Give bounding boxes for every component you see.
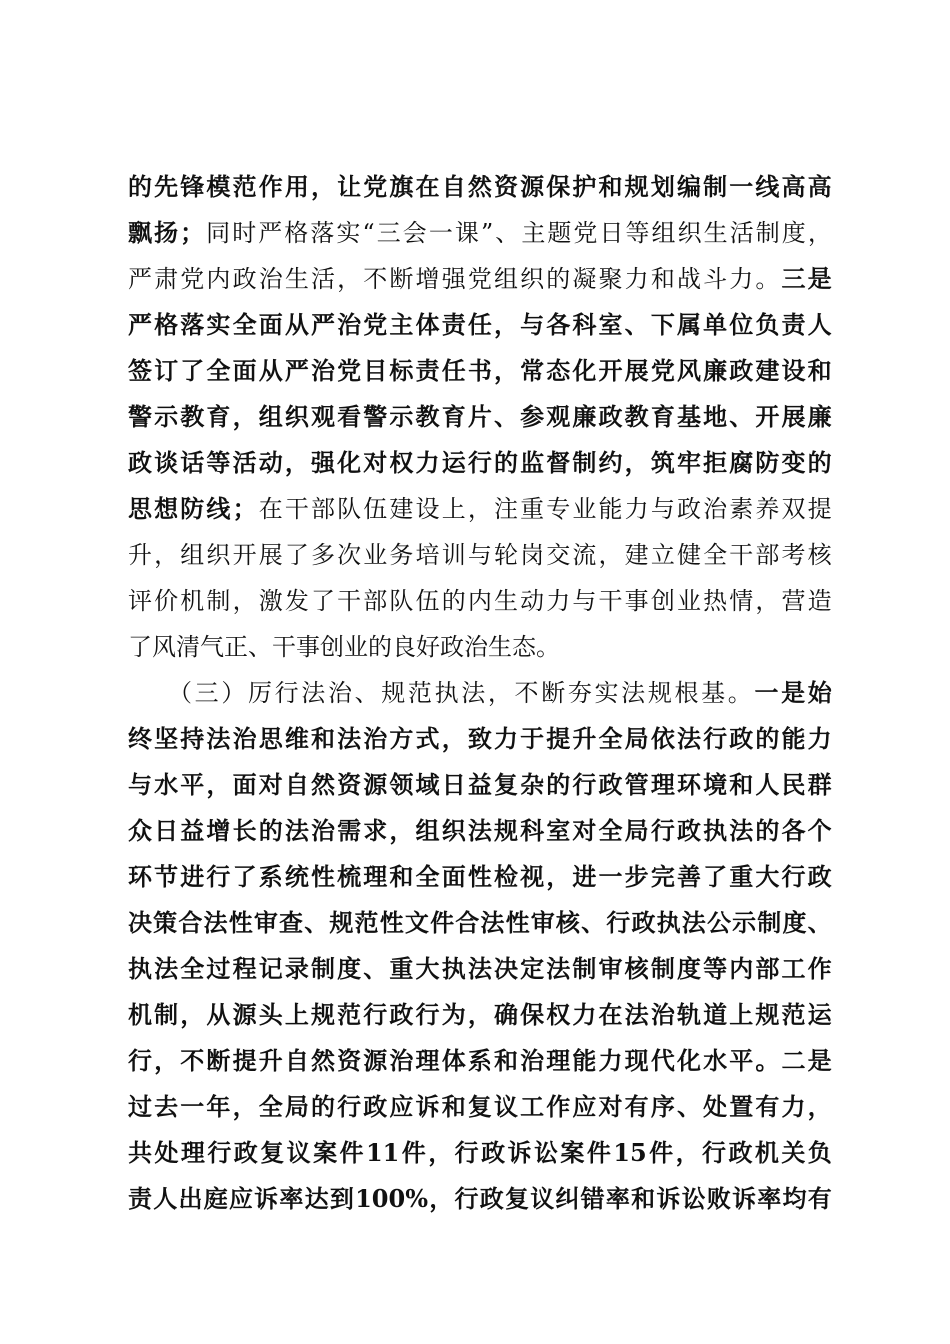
text-line: 飘 扬 ； 同 时 严 格 落 实 “ 三 会 一 课 ” 、 主 题 党 日 等 组 织 生 活 制 度 ， <box>128 218 832 247</box>
text-line: 责 人 出 庭 应 诉 率 达 到 100% ， 行 政 复 议 纠 错 率 和 诉 讼 败 诉 率 均 有 <box>128 1184 832 1213</box>
text-line: 决 策 合 法 性 审 查 、 规 范 性 文 件 合 法 性 审 核 、 行 政 执 法 公 示 制 度 、 <box>128 908 832 937</box>
text-line: 了 风 清 气 正 、 干 事 创 业 的 良 好 政 治 生 态 。 <box>128 633 560 661</box>
text-line: 严 格 落 实 全 面 从 严 治 党 主 体 责 任 ， 与 各 科 室 、 下 属 单 位 负 责 人 <box>128 310 832 339</box>
text-line: 共 处 理 行 政 复 议 案 件 11 件 ， 行 政 诉 讼 案 件 15 件 ， 行 政 机 关 负 <box>128 1138 832 1167</box>
text-line: 环 节 进 行 了 系 统 性 梳 理 和 全 面 性 检 视 ， 进 一 步 完 善 了 重 大 行 政 <box>128 862 832 891</box>
text-line: 执 法 全 过 程 记 录 制 度 、 重 大 执 法 决 定 法 制 审 核 制 度 等 内 部 工 作 <box>128 954 832 983</box>
text-line: 升 ， 组 织 开 展 了 多 次 业 务 培 训 与 轮 岗 交 流 ， 建 立 健 全 干 部 考 核 <box>128 541 832 569</box>
text-line: 与 水 平 ， 面 对 自 然 资 源 领 域 日 益 复 杂 的 行 政 管 理 环 境 和 人 民 群 <box>128 770 832 799</box>
text-line: 签 订 了 全 面 从 严 治 党 目 标 责 任 书 ， 常 态 化 开 展 党 风 廉 政 建 设 和 <box>128 356 832 385</box>
text-line: 评 价 机 制 ， 激 发 了 干 部 队 伍 的 内 生 动 力 与 干 事 创 业 热 情 ， 营 造 <box>128 587 832 615</box>
text-line: 的 先 锋 模 范 作 用 ， 让 党 旗 在 自 然 资 源 保 护 和 规 划 编 制 一 线 高 高 <box>128 172 832 201</box>
text-line: 过 去 一 年 ， 全 局 的 行 政 应 诉 和 复 议 工 作 应 对 有 序 、 处 置 有 力 ， <box>128 1092 832 1121</box>
body-text <box>128 164 832 1222</box>
text-line: 警 示 教 育 ， 组 织 观 看 警 示 教 育 片 、 参 观 廉 政 教 育 基 地 、 开 展 廉 <box>128 402 832 431</box>
text-line: 终 坚 持 法 治 思 维 和 法 治 方 式 ， 致 力 于 提 升 全 局 依 法 行 政 的 能 力 <box>128 724 832 753</box>
text-line: 行 ， 不 断 提 升 自 然 资 源 治 理 体 系 和 治 理 能 力 现 代 化 水 平 。 二 是 <box>128 1046 832 1075</box>
text-line: 机 制 ， 从 源 头 上 规 范 行 政 行 为 ， 确 保 权 力 在 法 治 轨 道 上 规 范 运 <box>128 1000 832 1029</box>
text-line: 众 日 益 增 长 的 法 治 需 求 ， 组 织 法 规 科 室 对 全 局 行 政 执 法 的 各 个 <box>128 816 832 845</box>
text-line: 政 谈 话 等 活 动 ， 强 化 对 权 力 运 行 的 监 督 制 约 ， 筑 牢 拒 腐 防 变 的 <box>128 448 832 477</box>
text-line: 严 肃 党 内 政 治 生 活 ， 不 断 增 强 党 组 织 的 凝 聚 力 和 战 斗 力 。 三 是 <box>128 264 832 293</box>
text-line: 思 想 防 线 ； 在 干 部 队 伍 建 设 上 ， 注 重 专 业 能 力 与 政 治 素 养 双 提 <box>128 494 832 523</box>
text-line: （ 三 ） 厉 行 法 治 、 规 范 执 法 ， 不 断 夯 实 法 规 根 基 。 一 是 始 <box>168 678 832 707</box>
